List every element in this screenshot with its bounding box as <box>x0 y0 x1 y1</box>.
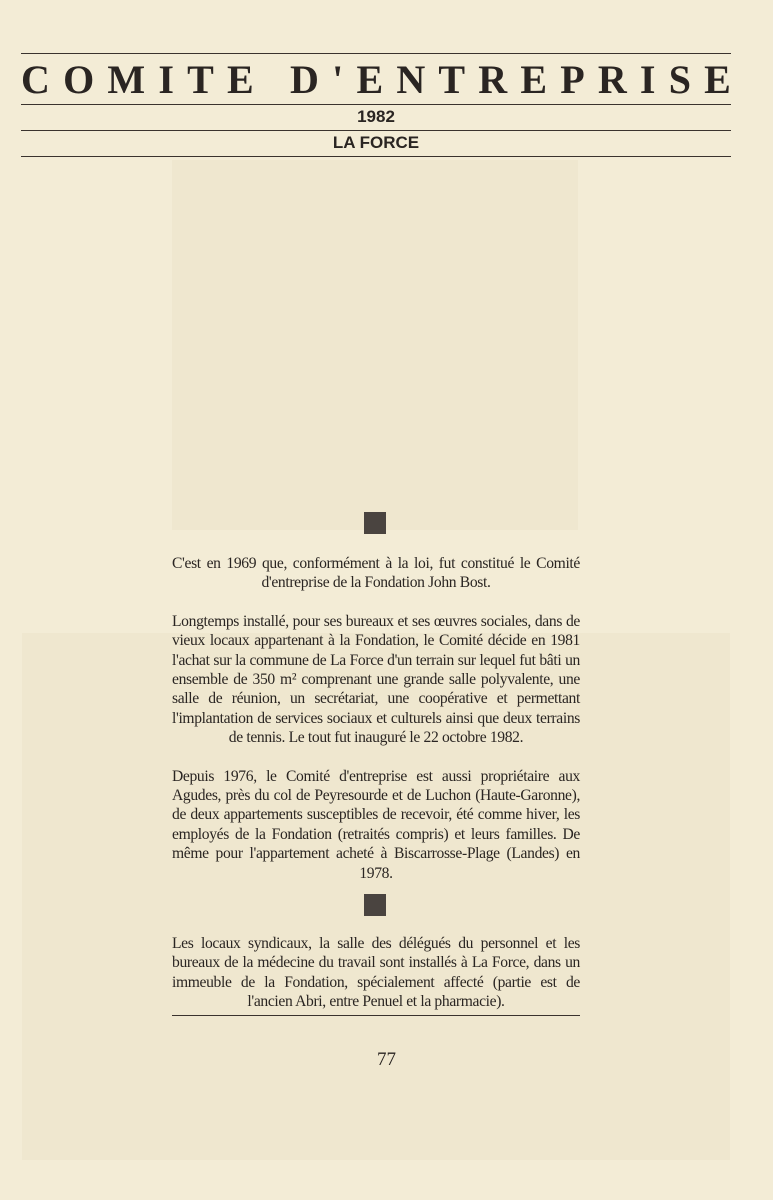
page-number: 77 <box>377 1049 396 1070</box>
masthead-letter: N <box>396 57 426 102</box>
masthead-letter: E <box>520 57 548 102</box>
masthead-letter: E <box>356 57 384 102</box>
masthead-letter: R <box>597 57 627 102</box>
place-underline-rule <box>21 156 731 157</box>
masthead-letter: ' <box>332 57 344 102</box>
section-bottom-rule <box>172 1015 580 1016</box>
paragraph-4: Les locaux syndicaux, la salle des délégués du personnel et les bureaux de la médecine du travail sont installés à La Force, dans un immeuble de la Fondation, spécialement affecté (partie est de l'ancien Abri, entre Penuel et la pharmacie). <box>172 935 580 1011</box>
masthead-letter: R <box>478 57 508 102</box>
place-label: LA FORCE <box>332 133 420 152</box>
masthead-letter: M <box>107 57 146 102</box>
year-label: 1982 <box>357 107 395 126</box>
masthead-title <box>21 57 731 103</box>
paragraph-1: C'est en 1969 que, conformément à la loi, fut constitué le Comité d'entreprise de la Fondation John Bost. <box>172 555 580 592</box>
masthead-letter: T <box>187 57 214 102</box>
masthead-letter: P <box>560 57 585 102</box>
masthead-letter: T <box>438 57 466 102</box>
title-underline-rule <box>21 104 731 105</box>
masthead-letter: E <box>226 57 254 102</box>
section-1-text <box>172 554 580 883</box>
masthead-letter: O <box>63 57 95 102</box>
section-2-text <box>172 934 580 1012</box>
top-rule <box>21 53 731 54</box>
masthead-word-gap <box>267 57 277 103</box>
masthead-letter: S <box>668 57 691 102</box>
section-marker-square <box>364 512 386 534</box>
masthead-letter: D <box>290 57 319 102</box>
show-through-photo-top <box>172 160 578 530</box>
year-underline-rule <box>21 130 731 131</box>
masthead-letter: E <box>704 57 731 102</box>
masthead-letter: I <box>158 57 174 102</box>
masthead-letter: C <box>21 57 50 102</box>
masthead-letter: I <box>639 57 656 102</box>
paragraph-2: Longtemps installé, pour ses bureaux et ses œuvres sociales, dans de vieux locaux appartenant à la Fondation, le Comité décide en 1981 l'achat sur la commune de La Force d'un terrain sur lequel fut bâti un ensemble de 350 m² comprenant une grande salle polyvalente, une salle de réunion, un secrétariat, une coopérative et permettant l'implantation de services sociaux et culturels ainsi que deux terrains de tennis. Le tout fut inauguré le 22 octobre 1982. <box>172 612 580 747</box>
masthead <box>21 57 731 103</box>
paragraph-3: Depuis 1976, le Comité d'entreprise est aussi propriétaire aux Agudes, près du col de Peyresourde et de Luchon (Haute-Garonne), de deux appartements susceptibles de recevoir, été comme hiver, les employés de la Fondation (retraités compris) et leurs familles. De même pour l'appartement acheté à Biscarrosse-Plage (Landes) en 1978. <box>172 767 580 882</box>
section-marker-square <box>364 894 386 916</box>
